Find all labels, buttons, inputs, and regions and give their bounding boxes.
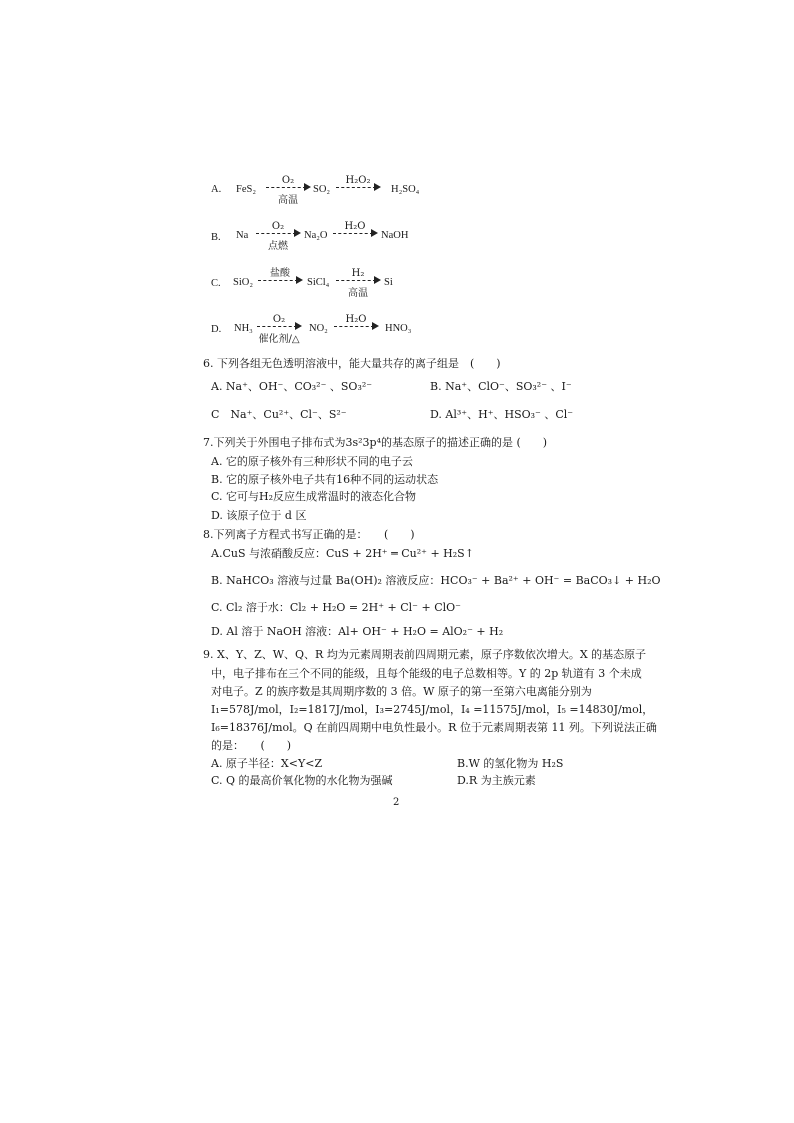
q8-stem: 8.下列离子方程式书写正确的是： ( ) (203, 528, 415, 541)
q9-option-b: B.W 的氢化物为 H₂S (457, 757, 564, 770)
q5-a-arrow2 (334, 175, 382, 209)
arrow-head-icon (371, 229, 378, 237)
q5-c-arrow1 (256, 268, 304, 302)
dashed-arrow-line (257, 326, 297, 327)
dashed-arrow-line (334, 326, 374, 327)
q5-d-arrow2 (332, 314, 380, 348)
q7-option-a: A. 它的原子核外有三种形状不同的电子云 (211, 455, 413, 468)
q6-option-c: C Na⁺、Cu²⁺、Cl⁻、S²⁻ (211, 408, 347, 421)
q9-option-d: D.R 为主族元素 (457, 774, 536, 787)
q8-option-d: D. Al 溶于 NaOH 溶液：Al+ OH⁻ + H₂O = AlO₂⁻ + H₂ (211, 625, 504, 638)
arrow-head-icon (304, 183, 311, 191)
q9-line-6: 的是： ( ) (211, 739, 292, 752)
q9-line-5: I₆=18376J/mol。Q 在前四周期中电负性最小。R 位于元素周期表第 11 列。下列说法正确 (211, 721, 657, 734)
q5-c-s1: SiO₂ (233, 277, 254, 288)
q5-c-s2: SiCl₄ (307, 277, 330, 288)
q5-d-arrow1-bottom: 催化剂/△ (258, 334, 300, 345)
arrow-head-icon (374, 183, 381, 191)
q5-b-arrow2 (331, 221, 379, 255)
arrow-head-icon (294, 229, 301, 237)
q5-c-letter: C. (211, 278, 221, 289)
q5-d-arrow2-top: H₂O (345, 314, 367, 325)
dashed-arrow-line (266, 187, 306, 188)
q9-option-a: A. 原子半径：X<Y<Z (211, 757, 323, 770)
q9-line-3: 对电子。Z 的族序数是其周期序数的 3 倍。W 原子的第一至第六电离能分别为 (211, 685, 592, 698)
q7-option-b: B. 它的原子核外电子共有16种不同的运动状态 (211, 473, 439, 486)
q5-d-arrow1 (255, 314, 303, 348)
dashed-arrow-line (258, 280, 298, 281)
q5-c-s3: Si (384, 277, 393, 288)
q7-stem: 7.下列关于外围电子排布式为3s²3p⁴的基态原子的描述正确的是 ( ) (203, 436, 548, 449)
q5-b-s2: Na₂O (304, 230, 328, 241)
q9-option-c: C. Q 的最高价氧化物的水化物为强碱 (211, 774, 393, 787)
dashed-arrow-line (336, 187, 376, 188)
q9-line-2: 中，电子排布在三个不同的能级，且每个能级的电子总数相等。Y 的 2p 轨道有 3 个未成 (211, 667, 642, 680)
dashed-arrow-line (333, 233, 373, 234)
q5-b-arrow1-bottom: 点燃 (268, 241, 288, 252)
q5-d-s3: HNO₃ (385, 323, 412, 334)
arrow-head-icon (295, 322, 302, 330)
q5-a-arrow2-top: H₂O₂ (345, 175, 371, 186)
arrow-head-icon (296, 276, 303, 284)
q6-option-d: D. Al³⁺、H⁺、HSO₃⁻ 、Cl⁻ (430, 408, 574, 421)
q6-stem: 6. 下列各组无色透明溶液中，能大量共存的离子组是 ( ) (203, 357, 501, 370)
page-number: 2 (393, 797, 400, 808)
q5-d-s2: NO₂ (309, 323, 328, 334)
q8-option-b: B. NaHCO₃ 溶液与过量 Ba(OH)₂ 溶液反应：HCO₃⁻ + Ba²⁺ + OH⁻ = BaCO₃↓ + H₂O (211, 574, 661, 587)
q9-line-1: 9. X、Y、Z、W、Q、R 均为元素周期表前四周期元素，原子序数依次增大。X 的基态原子 (203, 648, 647, 661)
q5-c-arrow2-bottom: 高温 (348, 288, 368, 299)
q5-a-letter: A. (211, 184, 222, 195)
q5-b-arrow1 (254, 221, 302, 255)
q5-b-arrow1-top: O₂ (271, 221, 285, 232)
q6-option-b: B. Na⁺、ClO⁻、SO₃²⁻ 、I⁻ (430, 380, 572, 393)
q5-d-arrow1-top: O₂ (272, 314, 286, 325)
q8-option-a: A.CuS 与浓硝酸反应：CuS + 2H⁺ ═ Cu²⁺ + H₂S↑ (211, 547, 474, 560)
q6-option-a: A. Na⁺、OH⁻、CO₃²⁻ 、SO₃²⁻ (211, 380, 373, 393)
q5-a-s3: H₂SO₄ (391, 184, 420, 195)
q5-a-s1: FeS₂ (236, 184, 257, 195)
q5-a-arrow1-bottom: 高温 (278, 195, 298, 206)
dashed-arrow-line (256, 233, 296, 234)
q7-option-c: C. 它可与H₂反应生成常温时的液态化合物 (211, 490, 417, 503)
q5-d-s1: NH₃ (234, 323, 253, 334)
arrow-head-icon (374, 276, 381, 284)
q5-b-arrow2-top: H₂O (344, 221, 366, 232)
q8-option-c: C. Cl₂ 溶于水：Cl₂ + H₂O = 2H⁺ + Cl⁻ + ClO⁻ (211, 601, 461, 614)
q5-b-s3: NaOH (381, 230, 409, 241)
q5-b-letter: B. (211, 232, 221, 243)
q5-a-s2: SO₂ (313, 184, 331, 195)
q5-a-arrow1 (264, 175, 312, 209)
dashed-arrow-line (336, 280, 376, 281)
arrow-head-icon (372, 322, 379, 330)
q5-c-arrow2-top: H₂ (351, 268, 365, 279)
q5-c-arrow2 (334, 268, 382, 302)
q7-option-d: D. 该原子位于 d 区 (211, 509, 307, 522)
q5-d-letter: D. (211, 324, 222, 335)
q5-b-s1: Na (236, 230, 249, 241)
q5-c-arrow1-top: 盐酸 (270, 268, 290, 279)
q9-line-4: I₁=578J/mol，I₂=1817J/mol，I₃=2745J/mol，I₄ =11575J/mol，I₅ =14830J/mol， (211, 703, 654, 716)
q5-a-arrow1-top: O₂ (281, 175, 295, 186)
